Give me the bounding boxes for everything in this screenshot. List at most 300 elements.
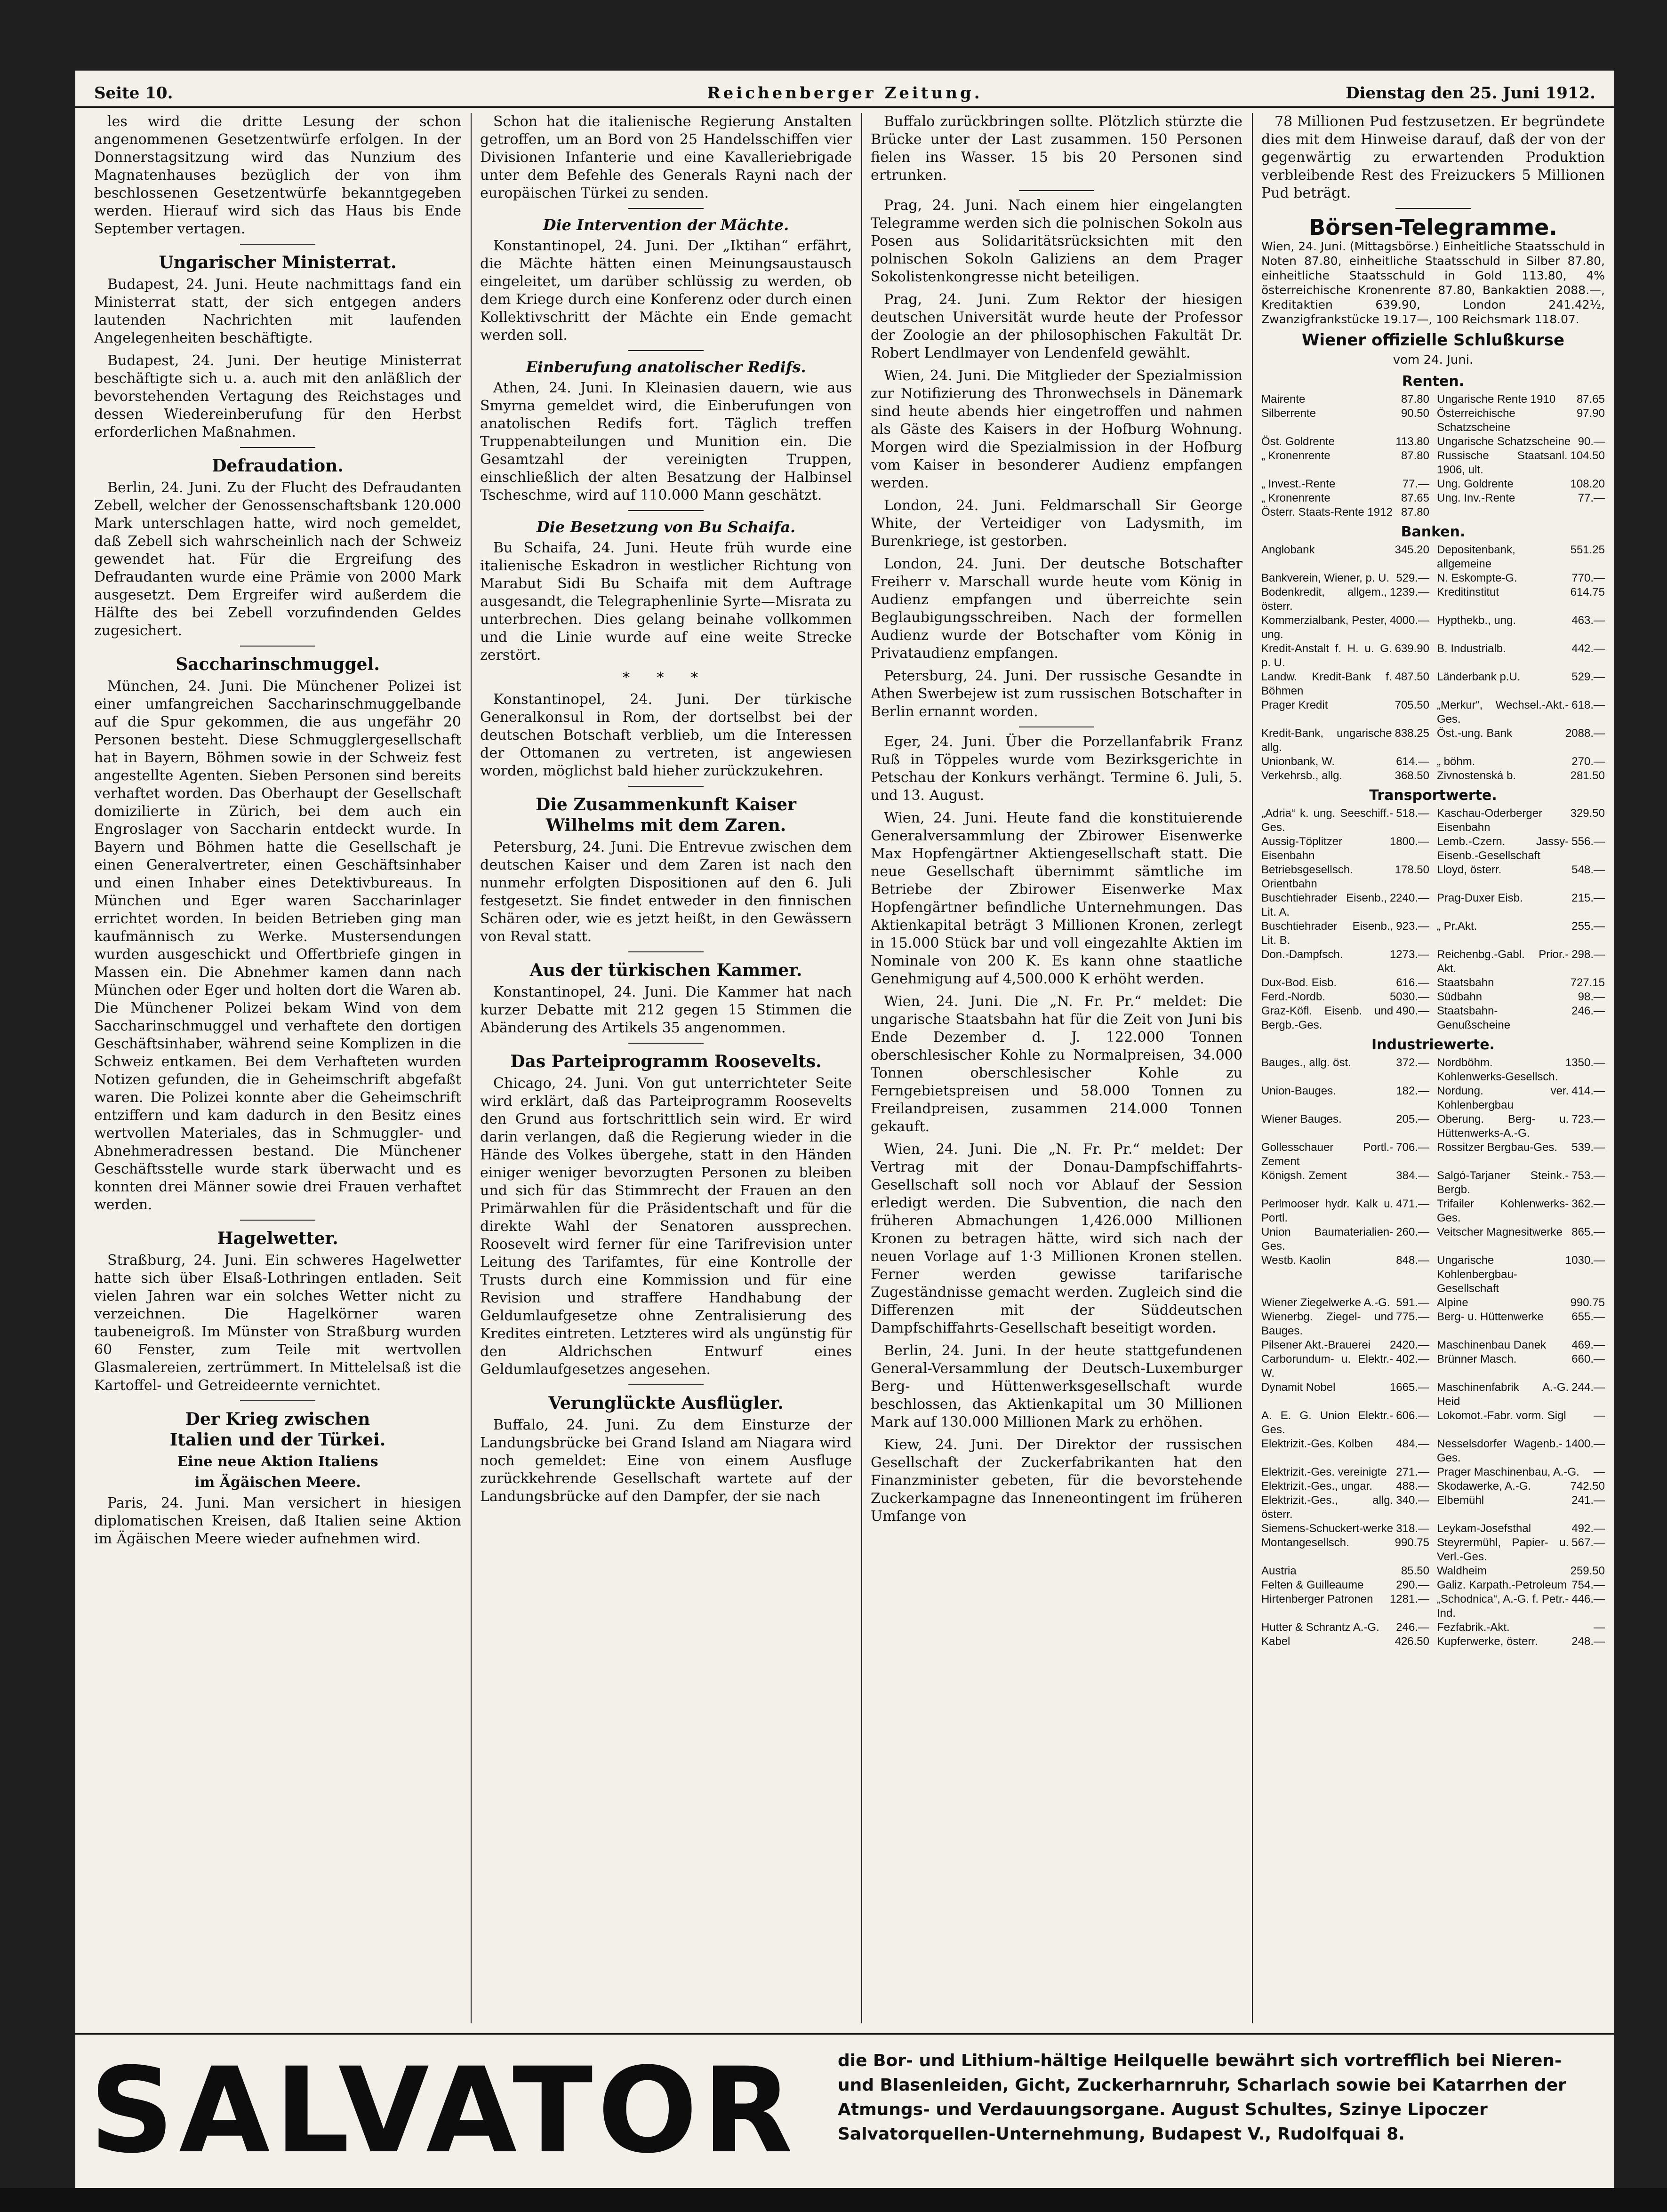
stock-value: 655.— [1571,1310,1605,1323]
stock-value: 706.— [1396,1141,1429,1154]
stock-name: Landw. Kredit-Bank f. Böhmen [1261,671,1392,697]
stock-name: Maschinenfabrik A.-G. Heid [1437,1381,1569,1408]
stock-name: „Adria“ k. ung. Seeschiff.-Ges. [1261,807,1394,834]
divider [628,786,704,787]
stock-name: Prager Maschinenbau, A.-G. [1437,1466,1579,1478]
stock-entry [1261,1409,1429,1437]
stock-entry [1437,477,1605,491]
stock-value: 104.50 [1570,449,1605,462]
divider [240,646,315,647]
stock-value: 487.50 [1395,671,1429,683]
stock-value: — [1594,1621,1605,1634]
article-text: Konstantinopel, 24. Juni. Der „Iktihan“ erfährt, die Mächte hätten einen Meinungsaustausch eingeleitet, um darüber schlüssig zu werden, ob dem Kriege durch eine Konferenz oder durch einen Kollektivschritt der Mächte ein Ende gemacht werden soll. [480,238,852,343]
stock-value: 591.— [1396,1296,1429,1309]
stock-entry [1261,1381,1429,1409]
stock-name: A. E. G. Union Elektr.-Ges. [1261,1409,1394,1436]
stock-entry [1261,1254,1429,1296]
stock-entry [1261,1479,1429,1493]
stock-entry [1437,1197,1605,1225]
stock-value: 178.50 [1395,863,1429,876]
stock-entry [1437,1536,1605,1564]
headline: Die Zusammenkunft Kaiser [535,795,796,815]
article-text: London, 24. Juni. Feldmarschall Sir George White, der Verteidiger von Ladysmith, im Burenkriege, ist gestorben. [871,497,1242,550]
stock-name: Bodenkredit, allgem., österr. [1261,586,1387,613]
article-text: Budapest, 24. Juni. Heute nachmittags fand ein Ministerrat statt, der sich entgegen anders lautenden Nachrichten mit laufenden Angelegenheiten beschäftigte. [94,276,461,346]
stock-entry [1261,919,1429,948]
stock-entry [1261,392,1429,407]
stock-name: Waldheim [1437,1565,1487,1577]
stock-name: Bauges., allg. öst. [1261,1056,1351,1069]
article-text: les wird die dritte Lesung der schon angenommenen Gesetzentwürfe erfolgen. In der Donnerstagsitzung wird das Nunzium des Magnatenhauses bezüglich der von ihm beschlossenen Gesetzentwürfe bekanntgegeben werden. Hierauf wird sich das Haus bis Ende September vertagen. [94,113,461,237]
stock-name: Westb. Kaolin [1261,1254,1331,1267]
stock-entry [1437,1112,1605,1141]
stock-entry [1261,1578,1429,1592]
stock-entry [1261,614,1429,642]
article-text: Chicago, 24. Juni. Von gut unterrichteter Seite wird erklärt, daß das Parteiprogramm Roosevelts den Grund aus fortschrittlich sein wird. Er wird darin verlangen, daß die Regierung wieder in die Hände des Volkes übergehe, statt in den Händen einiger weniger bevorzugten Personen zu bleiben und sich für das Stimmrecht der Frauen an den Primärwahlen für die Präsidentschaft und für die direkte Wahl der Senatoren aussprechen. Roosevelt wird ferner für eine Tarifrevision unter Leitung des Tarifamtes, für eine Kontrolle der Trusts durch eine Kommission und für eine Revision und straffere Handhabung der Geldumlaufgesetze ohne Zentralisierung des Kredites eintreten. Letzteres wird als ungünstig für den Aldrichschen Entwurf eines Geldumlaufgesetzes angesehen. [480,1075,852,1378]
stock-entry [1261,1621,1429,1635]
divider [628,350,704,351]
stock-entry [1261,835,1429,863]
stock-value: 298.— [1571,948,1605,961]
headline: Hagelwetter. [217,1229,338,1248]
stock-name: Betriebsgesellsch. Orientbahn [1261,863,1353,890]
stock-value: 618.— [1571,699,1605,711]
stock-value: 492.— [1571,1522,1605,1535]
article-text: Prag, 24. Juni. Zum Rektor der hiesigen deutschen Universität wurde heute der Professor der Zoologie an der philosophischen Fakultät Dr. Robert Lendlmayer von Lendenfeld gewählt. [871,291,1242,361]
stock-entry [1437,976,1605,990]
stock-name: Fezfabrik.-Akt. [1437,1621,1510,1634]
stock-entry [1261,698,1429,727]
stock-value: 215.— [1571,892,1605,904]
stock-entry [1437,614,1605,642]
stock-name: „ Kronenrente [1261,449,1330,462]
stock-value: 281.50 [1570,769,1605,782]
stock-name: „ Kronenrente [1261,492,1330,504]
stock-entry [1261,1056,1429,1084]
stock-value: 838.25 [1395,727,1429,740]
divider [240,1400,315,1401]
stock-name: N. Eskompte-G. [1437,572,1517,584]
stock-name: Unionbank, W. [1261,755,1335,768]
headline: Aus der türkischen Kammer. [529,960,802,980]
divider [1019,190,1094,191]
headline: Defraudation. [212,456,344,476]
stock-value: 484.— [1396,1437,1429,1450]
stock-value: 402.— [1396,1353,1429,1366]
stock-value: 539.— [1571,1141,1605,1154]
stock-entry [1437,1310,1605,1338]
column-3 [871,113,1242,2023]
stock-value: 182.— [1396,1085,1429,1097]
stock-entry [1437,1381,1605,1409]
article-text: München, 24. Juni. Die Münchener Polizei ist einer umfangreichen Saccharinschmuggelbande auf die Spur gekommen, die aus ungefähr 20 Personen besteht. Diese Schmugglergesellschaft hat in Bayern, Böhmen sowie in der Schweiz fest angestellte Agenten. Sieben Personen sind bereits verhaftet worden. Das Oberhaupt der Gesellschaft domizilierte in Zürich, bei dem auch ein Engroslager von Saccharin entdeckt wurde. In Bayern und Böhmen hatte die Gesellschaft je einen Generalvertreter, einen Geschäftsinhaber und einen Inhaber eines Detektivbureaus. In München und Eger waren Saccharinlager errichtet worden. In beiden Betrieben ging man kaufmännisch zu Werke. Mustersendungen wurden ausgeschickt und Offertbriefe gingen in Massen ein. Die Abnehmer kamen dann nach München oder Eger und holten dort die Waren ab. Die Münchener Polizei bekam Wind von dem Saccharinschmuggel und verhaftete den dortigen Geschäftsinhaber, während seine Komplizen in die Schweiz entkamen. Bei dem Verhafteten wurden Notizen gefunden, die in Geheimschrift abgefaßt waren. Die Polizei konnte aber die Geheimschrift entziffern und kam dadurch in den Besitz eines wertvollen Materiales, das in Schmuggler- und Abnehmeradressen bestand. Die Münchener Geschäftsstelle wurde stark überwacht und es konnten drei Männer sowie drei Frauen verhaftet werden. [94,678,461,1213]
stock-value: 488.— [1396,1480,1429,1493]
stock-name: „ Invest.-Rente [1261,478,1336,490]
stock-name: Länderbank p.U. [1437,671,1521,683]
stock-value: 2240.— [1389,892,1429,904]
stock-entry [1437,1564,1605,1578]
stock-name: Buschtiehrader Eisenb., Lit. A. [1261,892,1387,918]
stock-value: 923.— [1396,920,1429,933]
stock-entry [1261,1592,1429,1621]
stock-value: 255.— [1571,920,1605,933]
stock-name: Kreditinstitut [1437,586,1499,599]
headline: Italien und der Türkei. [169,1430,386,1450]
stock-value: — [1594,1409,1605,1422]
stock-value: 616.— [1396,976,1429,989]
stock-name: Dux-Bod. Eisb. [1261,976,1337,989]
stock-entry [1437,1169,1605,1197]
stock-value: 77.— [1578,492,1605,504]
stock-entry [1261,571,1429,585]
stock-value: 113.80 [1395,435,1429,448]
stock-entry [1261,1197,1429,1225]
ad-line: die Bor- und Lithium-hältige Heilquelle bewährt sich vortrefflich bei Nieren- [838,2051,1562,2070]
stock-name: Südbahn [1437,990,1483,1003]
separator-stars: * * * [622,670,710,686]
kurse-title: Wiener offizielle Schlußkurse [1301,331,1565,350]
divider [628,510,704,511]
stock-entry [1437,543,1605,571]
stock-value: 87.65 [1401,492,1429,504]
stock-entry [1261,1522,1429,1536]
stock-name: Maschinenbau Danek [1437,1339,1547,1351]
article-text: Bu Schaifa, 24. Juni. Heute früh wurde eine italienische Eskadron in westlicher Richtung von Marabut Sidi Bu Schaifa mit dem Auftrage ausgesandt, die Telegraphenlinie Syrte—Misrata zu unterbrechen. Dies gelang beinahe vollkommen und die Linie wurde auf eine weite Strecke zerstört. [480,540,852,663]
stock-name: Ungarische Rente 1910 [1437,393,1556,406]
stock-name: Öst. Goldrente [1261,435,1335,448]
stock-name: Felten & Guilleaume [1261,1579,1364,1591]
section-transport: Transportwerte. [1369,787,1497,804]
stock-entry [1437,1352,1605,1381]
stock-value: 639.90 [1395,642,1429,655]
stock-entry [1437,919,1605,948]
stock-value: 529.— [1571,671,1605,683]
stock-name: Ferd.-Nordb. [1261,990,1326,1003]
headline: Ungarischer Ministerrat. [159,253,397,272]
stock-value: 271.— [1396,1466,1429,1478]
stock-value: 426.50 [1395,1635,1429,1648]
stock-entry [1437,807,1605,835]
stock-entry [1437,755,1605,769]
stock-entry [1437,1479,1605,1493]
article-text: Konstantinopel, 24. Juni. Der türkische Generalkonsul in Rom, der dortselbst bei der deutschen Botschaft verblieb, um die Interessen der Ottomanen zu vertreten, ist angewiesen worden, möglichst bald hieher zurückzukehren. [480,691,852,779]
stock-name: B. Industrialb. [1437,642,1506,655]
stock-entry [1437,392,1605,407]
stock-value: 551.25 [1570,543,1605,556]
stock-entry [1261,807,1429,835]
article-text: Prag, 24. Juni. Nach einem hier eingelangten Telegramme werden sich die polnischen Sokoln aus Posen aus Solidaritätsrücksichten mit den polnischen Sokoln Galiziens an dem Prager Sokolistenkongresse nicht beteiligen. [871,197,1242,285]
article-text: Petersburg, 24. Juni. Die Entrevue zwischen dem deutschen Kaiser und dem Zaren ist nach den nunmehr erfolgten Dispositionen auf den 6. Juli festgesetzt. Sie findet entweder in den finnischen Schären oder, wie es jetzt heißt, in den Gewässern von Reval statt. [480,839,852,945]
stock-entry [1437,670,1605,698]
stock-name: Austria [1261,1565,1297,1577]
stock-entry [1437,585,1605,614]
column-rule [471,113,472,2023]
stock-entry [1437,863,1605,891]
stock-value: 87.80 [1401,506,1429,519]
stock-value: 548.— [1571,863,1605,876]
stock-entry [1437,1578,1605,1592]
stock-value: 362.— [1571,1198,1605,1210]
stock-entry [1261,863,1429,891]
stock-entry [1437,1296,1605,1310]
stock-value: 446.— [1571,1593,1605,1605]
stock-entry [1261,477,1429,491]
headline: Der Krieg zwischen [185,1409,370,1429]
stock-name: Union Baumaterialien-Ges. [1261,1226,1394,1253]
stock-entry [1261,491,1429,505]
article-text: Paris, 24. Juni. Man versichert in hiesigen diplomatischen Kreisen, daß Italien seine Aktion im Ägäischen Meere wieder aufnehmen wird. [94,1495,461,1547]
stock-entry [1261,1169,1429,1197]
stock-value: 329.50 [1570,807,1605,820]
stock-name: Nordung. ver. Kohlenbergbau [1437,1085,1569,1111]
article-text: Buffalo, 24. Juni. Zu dem Einsturze der Landungsbrücke bei Grand Island am Niagara wird noch gemeldet: Eine von einem Ausfluge zurückkehrende Gesellschaft wartete auf der Landungsbrücke auf den Dampfer, der sie nach [480,1417,852,1505]
stock-value: 414.— [1571,1085,1605,1097]
stock-name: Ung. Inv.-Rente [1437,492,1515,504]
stock-entry [1261,1564,1429,1578]
stock-value: 529.— [1396,572,1429,584]
stock-entry [1437,1409,1605,1437]
subheadline: im Ägäischen Meere. [194,1474,361,1491]
stock-name: Öst.-ung. Bank [1437,727,1513,740]
stock-value: 727.15 [1570,976,1605,989]
stock-name: Aussig-Töplitzer Eisenbahn [1261,835,1343,862]
ad-text [838,2049,1600,2147]
column-2 [480,113,852,2023]
stock-entry [1437,1522,1605,1536]
stock-name: Nesselsdorfer Wagenb.-Ges. [1437,1437,1563,1464]
stock-name: Elektrizit.-Ges. Kolben [1261,1437,1373,1450]
stock-name: „Merkur“, Wechsel.-Akt.-Ges. [1437,699,1569,726]
stock-value: 1281.— [1389,1593,1429,1605]
stock-entry [1437,407,1605,435]
stock-entry [1261,1635,1429,1649]
ad-line: und Blasenleiden, Gicht, Zuckerharnruhr, Scharlach sowie bei Katarrhen der [838,2076,1566,2095]
stock-entry [1261,891,1429,919]
stock-name: Zivnostenská b. [1437,769,1516,782]
stock-value: 723.— [1571,1113,1605,1126]
column-rule [1252,113,1253,2023]
stock-value: 990.75 [1570,1296,1605,1309]
stock-name: Lemb.-Czern. Jassy-Eisenb.-Gesellschaft [1437,835,1569,862]
stock-entry [1437,769,1605,783]
stock-entry [1437,642,1605,670]
stock-value: 384.— [1396,1169,1429,1182]
stock-entry [1261,1225,1429,1254]
stock-name: Kabel [1261,1635,1290,1648]
stock-entry [1437,727,1605,755]
stock-entry [1437,1056,1605,1084]
divider [1395,208,1471,209]
stock-name: Kaschau-Oderberger Eisenbahn [1437,807,1543,834]
stock-entry [1437,1141,1605,1169]
boerse-text: Wien, 24. Juni. (Mittagsbörse.) Einheitliche Staatsschuld in Noten 87.80, einheitliche Staatsschuld in Silber 87.80, einheitliche Staatsschuld in Gold 113.80, 4% österreichische Kronenrente 87.80, Bankaktien 2088.—, Kreditaktien 639.90, London 241.42½, Zwanzigfrankstücke 19.17—, 100 Reichsmark 118.07. [1261,240,1605,326]
stock-value: 318.— [1396,1522,1429,1535]
stock-name: Russische Staatsanl. 1906, ult. [1437,449,1568,476]
salvator-logo: SALVATOR [89,2042,798,2179]
stock-value: 1030.— [1565,1254,1605,1267]
stock-value: 372.— [1396,1056,1429,1069]
article-text: Buffalo zurückbringen sollte. Plötzlich stürzte die Brücke unter der Last zusammen. 150 Personen fielen ins Wasser. 15 bis 20 Personen sind ertrunken. [871,113,1242,184]
stock-name: Ung. Goldrente [1437,478,1514,490]
stock-name: Prager Kredit [1261,699,1328,711]
stock-name: Bankverein, Wiener, p. U. [1261,572,1390,584]
section-industrie: Industriewerte. [1371,1037,1495,1053]
stock-entry [1261,407,1429,435]
stock-value: 469.— [1571,1339,1605,1351]
stock-value: 770.— [1571,572,1605,584]
stock-name: Lokomot.-Fabr. vorm. Sigl [1437,1409,1566,1422]
stock-value: 606.— [1396,1409,1429,1422]
stock-name: Dynamit Nobel [1261,1381,1336,1394]
stock-value: 87.80 [1401,393,1429,406]
stock-name: Nordböhm. Kohlenwerks-Gesellsch. [1437,1056,1558,1083]
stock-value: 246.— [1571,1005,1605,1017]
stock-value: 1273.— [1389,948,1429,961]
stock-name: Kupferwerke, österr. [1437,1635,1538,1648]
stock-name: „ Pr.Akt. [1437,920,1477,933]
stock-value: 90.50 [1401,407,1429,420]
stock-entry [1261,990,1429,1004]
stock-value: 990.75 [1395,1536,1429,1549]
headline: Saccharinschmuggel. [176,655,380,674]
headline: Die Intervention der Mächte. [543,216,789,234]
stock-name: Pilsener Akt.-Brauerei [1261,1339,1371,1351]
stock-entry [1261,769,1429,783]
stock-value: 753.— [1571,1169,1605,1182]
page-number: Seite 10. [94,84,173,103]
scan-border [0,2188,1667,2212]
stock-entry [1261,1310,1429,1338]
stock-value: 518.— [1396,807,1429,820]
stock-name: Prag-Duxer Eisb. [1437,892,1523,904]
stock-value: 865.— [1571,1226,1605,1238]
stock-value: 241.— [1571,1494,1605,1507]
stock-name: Kredit-Anstalt f. H. u. G. p. U. [1261,642,1392,669]
stock-name: „Schodnica“, A.-G. f. Petr.-Ind. [1437,1593,1569,1620]
stock-name: Rossitzer Bergbau-Ges. [1437,1141,1558,1154]
stock-entry [1261,948,1429,976]
stock-name: Alpine [1437,1296,1468,1309]
stock-name: Reichenbg.-Gabl. Prior.-Akt. [1437,948,1569,975]
stock-entry [1261,1296,1429,1310]
stock-value: 471.— [1396,1198,1429,1210]
stock-name: Montangesellsch. [1261,1536,1349,1549]
stock-entry [1437,1592,1605,1621]
advertisement [75,2033,1614,2188]
stock-value: 259.50 [1570,1565,1605,1577]
stock-value: 848.— [1396,1254,1429,1267]
article-text: Konstantinopel, 24. Juni. Die Kammer hat nach kurzer Debatte mit 212 gegen 15 Stimmen die Abänderung des Artikels 35 angenommen. [480,984,852,1036]
issue-date: Dienstag den 25. Juni 1912. [1346,84,1595,103]
stock-name: Perlmooser hydr. Kalk u. Portl. [1261,1198,1394,1224]
stock-value: 85.50 [1401,1565,1429,1577]
article-text: Straßburg, 24. Juni. Ein schweres Hagelwetter hatte sich über Elsaß-Lothringen entladen. Seit vielen Jahren war ein solches Wetter nicht zu verzeichnen. Die Hagelkörner waren taubeneigroß. Im Münster von Straßburg wurden 60 Fenster, zum Teile mit wertvollen Glasmalereien, zertrümmert. In Mittelelsaß ist die Kartoffel- und Getreideernte vernichtet. [94,1252,461,1394]
table-banken [1261,543,1605,783]
stock-value: 290.— [1396,1579,1429,1591]
headline: Wilhelms mit dem Zaren. [545,815,786,835]
stock-value: 705.50 [1395,699,1429,711]
stock-name: Wienerbg. Ziegel- und Bauges. [1261,1310,1394,1337]
stock-entry [1437,1225,1605,1254]
masthead [75,80,1614,108]
stock-entry [1261,435,1429,449]
stock-name: Kommerzialbank, Pester, ung. [1261,614,1387,641]
article-text: London, 24. Juni. Der deutsche Botschafter Freiherr v. Marschall wurde heute vom König in Audienz empfangen und überreichte sein Beglaubigungsschreiben. Nach der formellen Audienz wurde der Botschafter vom König in Privataudienz empfangen. [871,556,1242,662]
stock-name: Österreichische Schatzscheine [1437,407,1515,434]
stock-entry [1261,585,1429,614]
article-text: Eger, 24. Juni. Über die Porzellanfabrik Franz Ruß in Töppeles wurde vom Bezirksgerichte in Petschau der Konkurs verhängt. Termine 6. Juli, 5. und 13. August. [871,734,1242,804]
stock-value: 368.50 [1395,769,1429,782]
stock-entry [1437,1004,1605,1032]
stock-name: Mairente [1261,393,1306,406]
stock-value: 345.20 [1395,543,1429,556]
stock-entry [1437,1635,1605,1649]
stock-name: Union-Bauges. [1261,1085,1336,1097]
stock-value: 660.— [1571,1353,1605,1366]
stock-value: 270.— [1571,755,1605,768]
article-text: Athen, 24. Juni. In Kleinasien dauern, wie aus Smyrna gemeldet wird, die Einberufungen von anatolischen Redifs fort. Täglich treffen Truppenabteilungen und Munition ein. Die Gesamtzahl der vereinigten Truppen, einschließlich der alten Besatzung der Halbinsel Tscheschme, wird auf 110.000 Mann geschätzt. [480,380,852,503]
column-4 [1261,113,1605,2023]
stock-entry [1437,1437,1605,1465]
stock-name: Anglobank [1261,543,1315,556]
stock-entry [1261,449,1429,477]
stock-entry [1261,1112,1429,1141]
stock-entry [1261,505,1429,519]
stock-name: Skodawerke, A.-G. [1437,1480,1531,1493]
stock-value: 97.90 [1576,407,1605,420]
stock-value: 442.— [1571,642,1605,655]
table-renten [1261,392,1605,519]
stock-entry [1437,1084,1605,1112]
stock-value: 87.80 [1401,449,1429,462]
stock-value: 1239.— [1389,586,1429,599]
stock-entry [1437,1493,1605,1522]
stock-entry [1437,1621,1605,1635]
article-text: Petersburg, 24. Juni. Der russische Gesandte in Athen Swerbejew ist zum russischen Botschafter in Berlin ernannt worden. [871,668,1242,720]
stock-name: Trifailer Kohlenwerks-Ges. [1437,1198,1569,1224]
stock-value: 260.— [1396,1226,1429,1238]
divider [628,1043,704,1044]
stock-entry [1261,1465,1429,1479]
ad-line: Salvatorquellen-Unternehmung, Budapest V., Rudolfquai 8. [838,2124,1405,2144]
divider [628,208,704,209]
column-1 [94,113,461,2023]
newspaper-title: Reichenberger Zeitung. [707,84,983,103]
stock-name: Veitscher Magnesitwerke [1437,1226,1563,1238]
headline: Die Besetzung von Bu Schaifa. [536,518,796,536]
stock-entry [1261,1437,1429,1465]
stock-name: Brünner Masch. [1437,1353,1517,1366]
stock-entry [1261,1141,1429,1169]
article-text: Berlin, 24. Juni. In der heute stattgefundenen General-Versammlung der Deutsch-Luxemburger Berg- und Hüttenwerksgesellschaft wurde beschlossen, das Aktienkapital um 30 Millionen Mark auf 130.000 Millionen Mark zu erhöhen. [871,1342,1242,1430]
stock-entry [1437,1338,1605,1352]
stock-name: Wiener Ziegelwerke A.-G. [1261,1296,1390,1309]
stock-entry [1437,491,1605,505]
stock-name: Salgó-Tarjaner Steink.-Bergb. [1437,1169,1569,1196]
stock-value: 87.65 [1576,393,1605,406]
stock-entry [1261,1352,1429,1381]
table-transport [1261,807,1605,1032]
stock-value: 742.50 [1570,1480,1605,1493]
stock-name: Gollesschauer Portl.-Zement [1261,1141,1394,1168]
stock-entry [1261,1338,1429,1352]
stock-name: Oberung. Berg- u. Hüttenwerks-A.-G. [1437,1113,1569,1140]
stock-value: 5030.— [1389,990,1429,1003]
stock-value: 340.— [1396,1494,1429,1507]
headline: Einberufung anatolischer Redifs. [526,358,806,376]
stock-entry [1261,1004,1429,1032]
divider [628,951,704,952]
